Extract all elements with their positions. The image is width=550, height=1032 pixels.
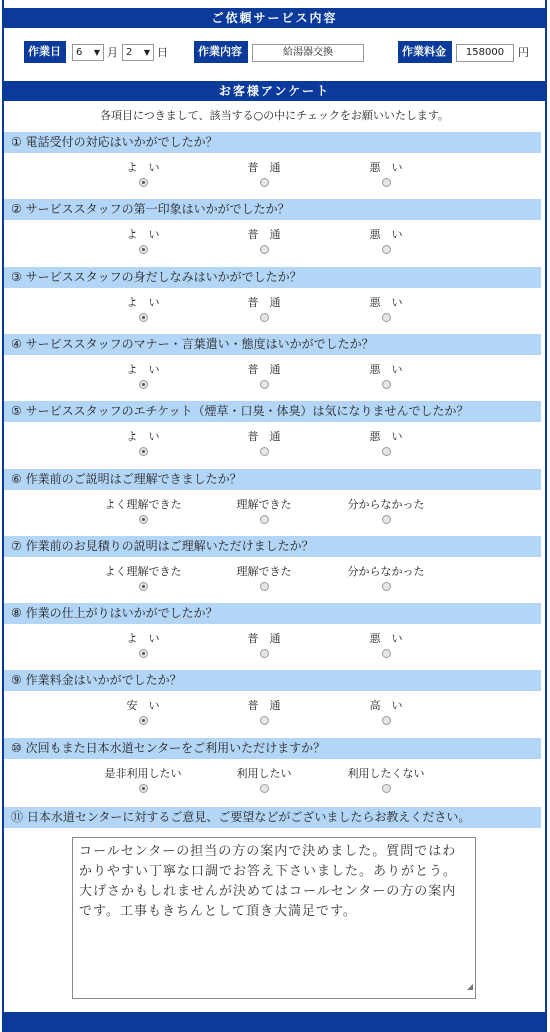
answer-option[interactable] [204, 497, 324, 524]
answer-option-label: 普 通 [247, 430, 281, 443]
answer-option[interactable] [326, 698, 446, 725]
answer-option-label: よ い [126, 430, 160, 443]
answer-option[interactable] [326, 160, 446, 187]
question-6-options [4, 497, 545, 537]
question-1: ① 電話受付の対応はいかがでしたか？ [4, 132, 541, 153]
answer-radio[interactable] [260, 515, 269, 524]
answer-option-label: 利用したくない [347, 767, 425, 780]
answer-option-label: よく理解できた [104, 565, 182, 578]
answer-radio[interactable] [139, 313, 148, 322]
answer-radio[interactable] [139, 245, 148, 254]
question-3: ③ サービススタッフの身だしなみはいかがでしたか？ [4, 267, 541, 288]
answer-option-label: 普 通 [247, 699, 281, 712]
comment-text: コールセンターの担当の方の案内で決めました。質問ではわかりやすい丁寧な口調でお答え下さいました。ありがとう。大げさかもしれませんが決めてはコールセンターの方の案内です。工事もきちんとして頂き大満足です。 [79, 844, 458, 919]
answer-option[interactable] [326, 429, 446, 456]
work-fee-input[interactable]: 158000 [456, 44, 514, 62]
answer-radio[interactable] [382, 245, 391, 254]
answer-option-label: 分からなかった [347, 565, 425, 578]
answer-radio[interactable] [260, 447, 269, 456]
answer-radio[interactable] [139, 716, 148, 725]
service-header: ご依頼サービス内容 [4, 8, 545, 28]
answer-radio[interactable] [139, 178, 148, 187]
answer-option[interactable] [326, 227, 446, 254]
answer-radio[interactable] [382, 582, 391, 591]
answer-radio[interactable] [382, 784, 391, 793]
answer-option-label: よ い [126, 228, 160, 241]
fee-unit: 円 [518, 46, 529, 59]
answer-option[interactable] [83, 698, 203, 725]
answer-radio[interactable] [260, 380, 269, 389]
answer-option-label: 利用したい [236, 767, 292, 780]
answer-option-label: 普 通 [247, 228, 281, 241]
answer-option-label: 悪 い [369, 363, 403, 376]
answer-option[interactable] [83, 766, 203, 793]
answer-option-label: 悪 い [369, 161, 403, 174]
question-10-options [4, 766, 545, 806]
question-9-options [4, 698, 545, 738]
day-unit: 日 [157, 46, 168, 59]
answer-radio[interactable] [382, 716, 391, 725]
footer-bar [4, 1012, 545, 1032]
answer-option[interactable] [83, 362, 203, 389]
answer-option[interactable] [204, 631, 324, 658]
answer-option[interactable] [83, 429, 203, 456]
answer-radio[interactable] [139, 582, 148, 591]
answer-option-label: 悪 い [369, 632, 403, 645]
answer-option[interactable] [204, 429, 324, 456]
answer-option-label: 分からなかった [347, 498, 425, 511]
answer-radio[interactable] [260, 649, 269, 658]
answer-radio[interactable] [382, 380, 391, 389]
answer-option[interactable] [204, 766, 324, 793]
answer-option-label: 安 い [126, 699, 160, 712]
answer-option-label: 理解できた [236, 498, 292, 511]
chevron-down-icon: ▼ [93, 48, 100, 57]
answer-radio[interactable] [260, 313, 269, 322]
answer-option-label: よ い [126, 296, 160, 309]
answer-radio[interactable] [139, 380, 148, 389]
answer-option[interactable] [326, 497, 446, 524]
question-2: ② サービススタッフの第一印象はいかがでしたか？ [4, 199, 541, 220]
answer-option-label: 理解できた [236, 565, 292, 578]
answer-option[interactable] [83, 497, 203, 524]
answer-radio[interactable] [139, 447, 148, 456]
question-8: ⑧ 作業の仕上がりはいかがでしたか？ [4, 603, 541, 624]
answer-radio[interactable] [139, 784, 148, 793]
answer-radio[interactable] [260, 178, 269, 187]
answer-option[interactable] [204, 564, 324, 591]
answer-option[interactable] [326, 362, 446, 389]
month-value: 6 [76, 47, 83, 58]
answer-option[interactable] [326, 564, 446, 591]
answer-option-label: 普 通 [247, 296, 281, 309]
answer-option-label: よ い [126, 363, 160, 376]
question-11: ⑪ 日本水道センターに対するご意見、ご要望などがございましたらお教えください。 [4, 807, 541, 828]
question-10: ⑩ 次回もまた日本水道センターをご利用いただけますか？ [4, 738, 541, 759]
answer-option-label: 普 通 [247, 161, 281, 174]
answer-radio[interactable] [382, 178, 391, 187]
answer-radio[interactable] [382, 313, 391, 322]
question-7-options [4, 564, 545, 604]
answer-radio[interactable] [139, 515, 148, 524]
answer-option[interactable] [83, 295, 203, 322]
answer-radio[interactable] [382, 447, 391, 456]
answer-option[interactable] [204, 160, 324, 187]
answer-option[interactable] [83, 631, 203, 658]
answer-radio[interactable] [260, 784, 269, 793]
comment-textarea[interactable] [72, 837, 476, 999]
survey-header: お客様アンケート [4, 81, 545, 101]
question-5-options [4, 429, 545, 469]
question-5: ⑤ サービススタッフのエチケット（煙草・口臭・体臭）は気になりませんでしたか？ [4, 401, 541, 422]
answer-radio[interactable] [139, 649, 148, 658]
answer-radio[interactable] [260, 245, 269, 254]
question-4-options [4, 362, 545, 402]
answer-option-label: よ い [126, 161, 160, 174]
work-content-label: 作業内容 [194, 41, 248, 63]
answer-radio[interactable] [382, 649, 391, 658]
answer-option-label: 是非利用したい [104, 767, 182, 780]
question-7: ⑦ 作業前のお見積りの説明はご理解いただけましたか？ [4, 536, 541, 557]
work-fee-label: 作業料金 [398, 41, 452, 63]
answer-option[interactable] [204, 698, 324, 725]
answer-radio[interactable] [260, 716, 269, 725]
answer-option[interactable] [204, 227, 324, 254]
question-1-options [4, 160, 545, 200]
day-value: 2 [126, 47, 133, 58]
month-unit: 月 [107, 46, 118, 59]
question-4: ④ サービススタッフのマナー・言葉遣い・態度はいかがでしたか？ [4, 334, 541, 355]
answer-radio[interactable] [260, 582, 269, 591]
resize-handle-icon[interactable]: ◢ [466, 982, 474, 991]
answer-option[interactable] [83, 227, 203, 254]
answer-option[interactable] [83, 160, 203, 187]
question-8-options [4, 631, 545, 671]
answer-option-label: 悪 い [369, 296, 403, 309]
answer-radio[interactable] [382, 515, 391, 524]
answer-option-label: 普 通 [247, 363, 281, 376]
work-date-label: 作業日 [24, 41, 66, 63]
service-row [4, 40, 545, 66]
answer-option[interactable] [326, 631, 446, 658]
answer-option[interactable] [204, 295, 324, 322]
answer-option-label: よく理解できた [104, 498, 182, 511]
answer-option[interactable] [83, 564, 203, 591]
day-select[interactable] [122, 44, 154, 61]
answer-option[interactable] [326, 295, 446, 322]
chevron-down-icon: ▼ [143, 48, 150, 57]
answer-option-label: 悪 い [369, 430, 403, 443]
question-3-options [4, 295, 545, 335]
answer-option[interactable] [204, 362, 324, 389]
work-content-input[interactable]: 給湯器交換 [252, 44, 364, 62]
question-9: ⑨ 作業料金はいかがでしたか？ [4, 670, 541, 691]
answer-option-label: 悪 い [369, 228, 403, 241]
answer-option-label: よ い [126, 632, 160, 645]
survey-intro: 各項目につきまして、該当する○の中にチェックをお願いいたします。 [100, 109, 449, 122]
answer-option[interactable] [326, 766, 446, 793]
answer-option-label: 高 い [369, 699, 403, 712]
question-6: ⑥ 作業前のご説明はご理解できましたか？ [4, 469, 541, 490]
month-select[interactable] [72, 44, 104, 61]
question-2-options [4, 227, 545, 267]
answer-option-label: 普 通 [247, 632, 281, 645]
